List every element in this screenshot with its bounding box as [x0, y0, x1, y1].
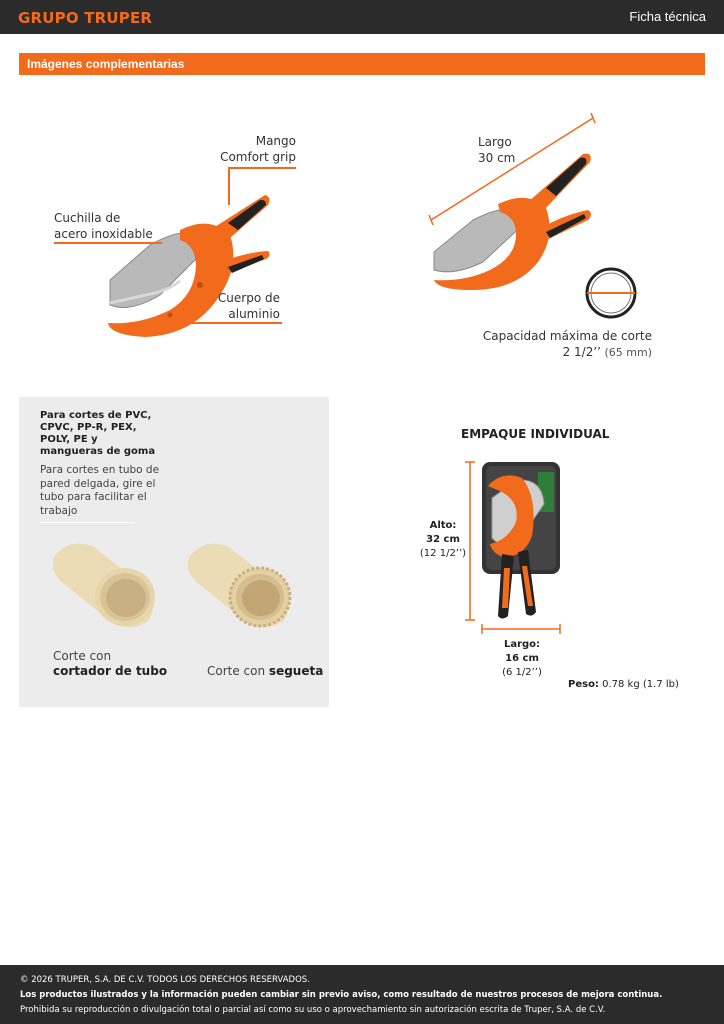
top-bar [0, 0, 724, 34]
clean-cut-tube-image [49, 532, 159, 632]
footer-copyright: © 2026 TRUPER, S.A. DE C.V. TODOS LOS DERECHOS RESERVADOS. [20, 975, 310, 985]
label-capacidad-line2 [480, 344, 652, 361]
cut-tip-text: Para cortes en tubo de pared delgada, gire el tubo para facilitar el trabajo [40, 464, 160, 517]
rough-cut-tube-image [184, 532, 294, 632]
pipe-capacity-icon [584, 266, 638, 320]
package-weight-label: Peso: [568, 679, 599, 690]
package-length-value: 16 cm [505, 653, 539, 664]
callout-line-mango-vertical [228, 167, 230, 205]
section-header [19, 53, 705, 75]
package-title: EMPAQUE INDIVIDUAL [461, 427, 610, 441]
package-height [418, 519, 468, 561]
label-capacidad [480, 328, 652, 361]
package-weight-value: 0.78 kg (1.7 lb) [598, 679, 679, 690]
package-height-inches: (12 1/2’’) [419, 548, 467, 559]
saw-cut-prefix: Corte con [207, 664, 269, 678]
cut-materials-heading: Para cortes de PVC, CPVC, PP-R, PEX, POLY, PE y mangueras de goma [40, 410, 156, 457]
label-cuchilla [54, 210, 164, 242]
brand-logo: GRUPO TRUPER [18, 9, 153, 27]
package-length-label: Largo: [503, 639, 541, 650]
package-length-inches: (6 1/2’’) [502, 667, 542, 678]
label-mango-line1: Mango [255, 134, 296, 148]
clean-cut-prefix: Corte con [53, 649, 112, 663]
callout-line-mango [228, 167, 296, 169]
label-largo [478, 134, 538, 166]
clean-cut-method: cortador de tubo [53, 664, 168, 678]
saw-cut-label [207, 664, 323, 679]
capacidad-mm: (65 mm) [600, 346, 652, 359]
package-image [462, 458, 572, 638]
label-largo-line1: Largo [478, 135, 512, 149]
package-length [494, 638, 550, 680]
label-largo-line2: 30 cm [478, 151, 516, 165]
clean-cut-label [53, 649, 167, 679]
label-cuchilla-line2: acero inoxidable [54, 227, 153, 241]
section-title: Imágenes complementarias [27, 57, 185, 71]
document-type: Ficha técnica [629, 9, 706, 24]
label-capacidad-line1: Capacidad máxima de corte [482, 329, 652, 343]
label-mango [200, 133, 296, 165]
cut-comparison-panel [19, 397, 329, 707]
label-cuerpo-line2: aluminio [228, 307, 280, 321]
footer-prohibition: Prohibida su reproducción o divulgación total o parcial así como su uso o aprovechamiento sin autorización escrita de Truper, S.A. de C.V. [20, 1005, 606, 1015]
label-cuerpo-line1: Cuerpo de [217, 291, 280, 305]
footer-notice: Los productos ilustrados y la información pueden cambiar sin previo aviso, como resultado de nuestros procesos de mejora continua. [20, 990, 663, 1000]
package-height-label: Alto: [429, 520, 457, 531]
package-height-value: 32 cm [426, 534, 460, 545]
capacidad-inches: 2 1/2’’ [562, 345, 601, 359]
label-cuchilla-line1: Cuchilla de [54, 211, 121, 225]
saw-cut-method: segueta [268, 664, 324, 678]
label-cuerpo [190, 290, 280, 322]
callout-line-cuerpo [170, 322, 282, 324]
callout-line-cuchilla [54, 242, 162, 244]
package-weight [568, 679, 679, 690]
label-mango-line2: Comfort grip [220, 150, 296, 164]
panel-divider [40, 522, 135, 523]
footer [0, 965, 724, 1024]
